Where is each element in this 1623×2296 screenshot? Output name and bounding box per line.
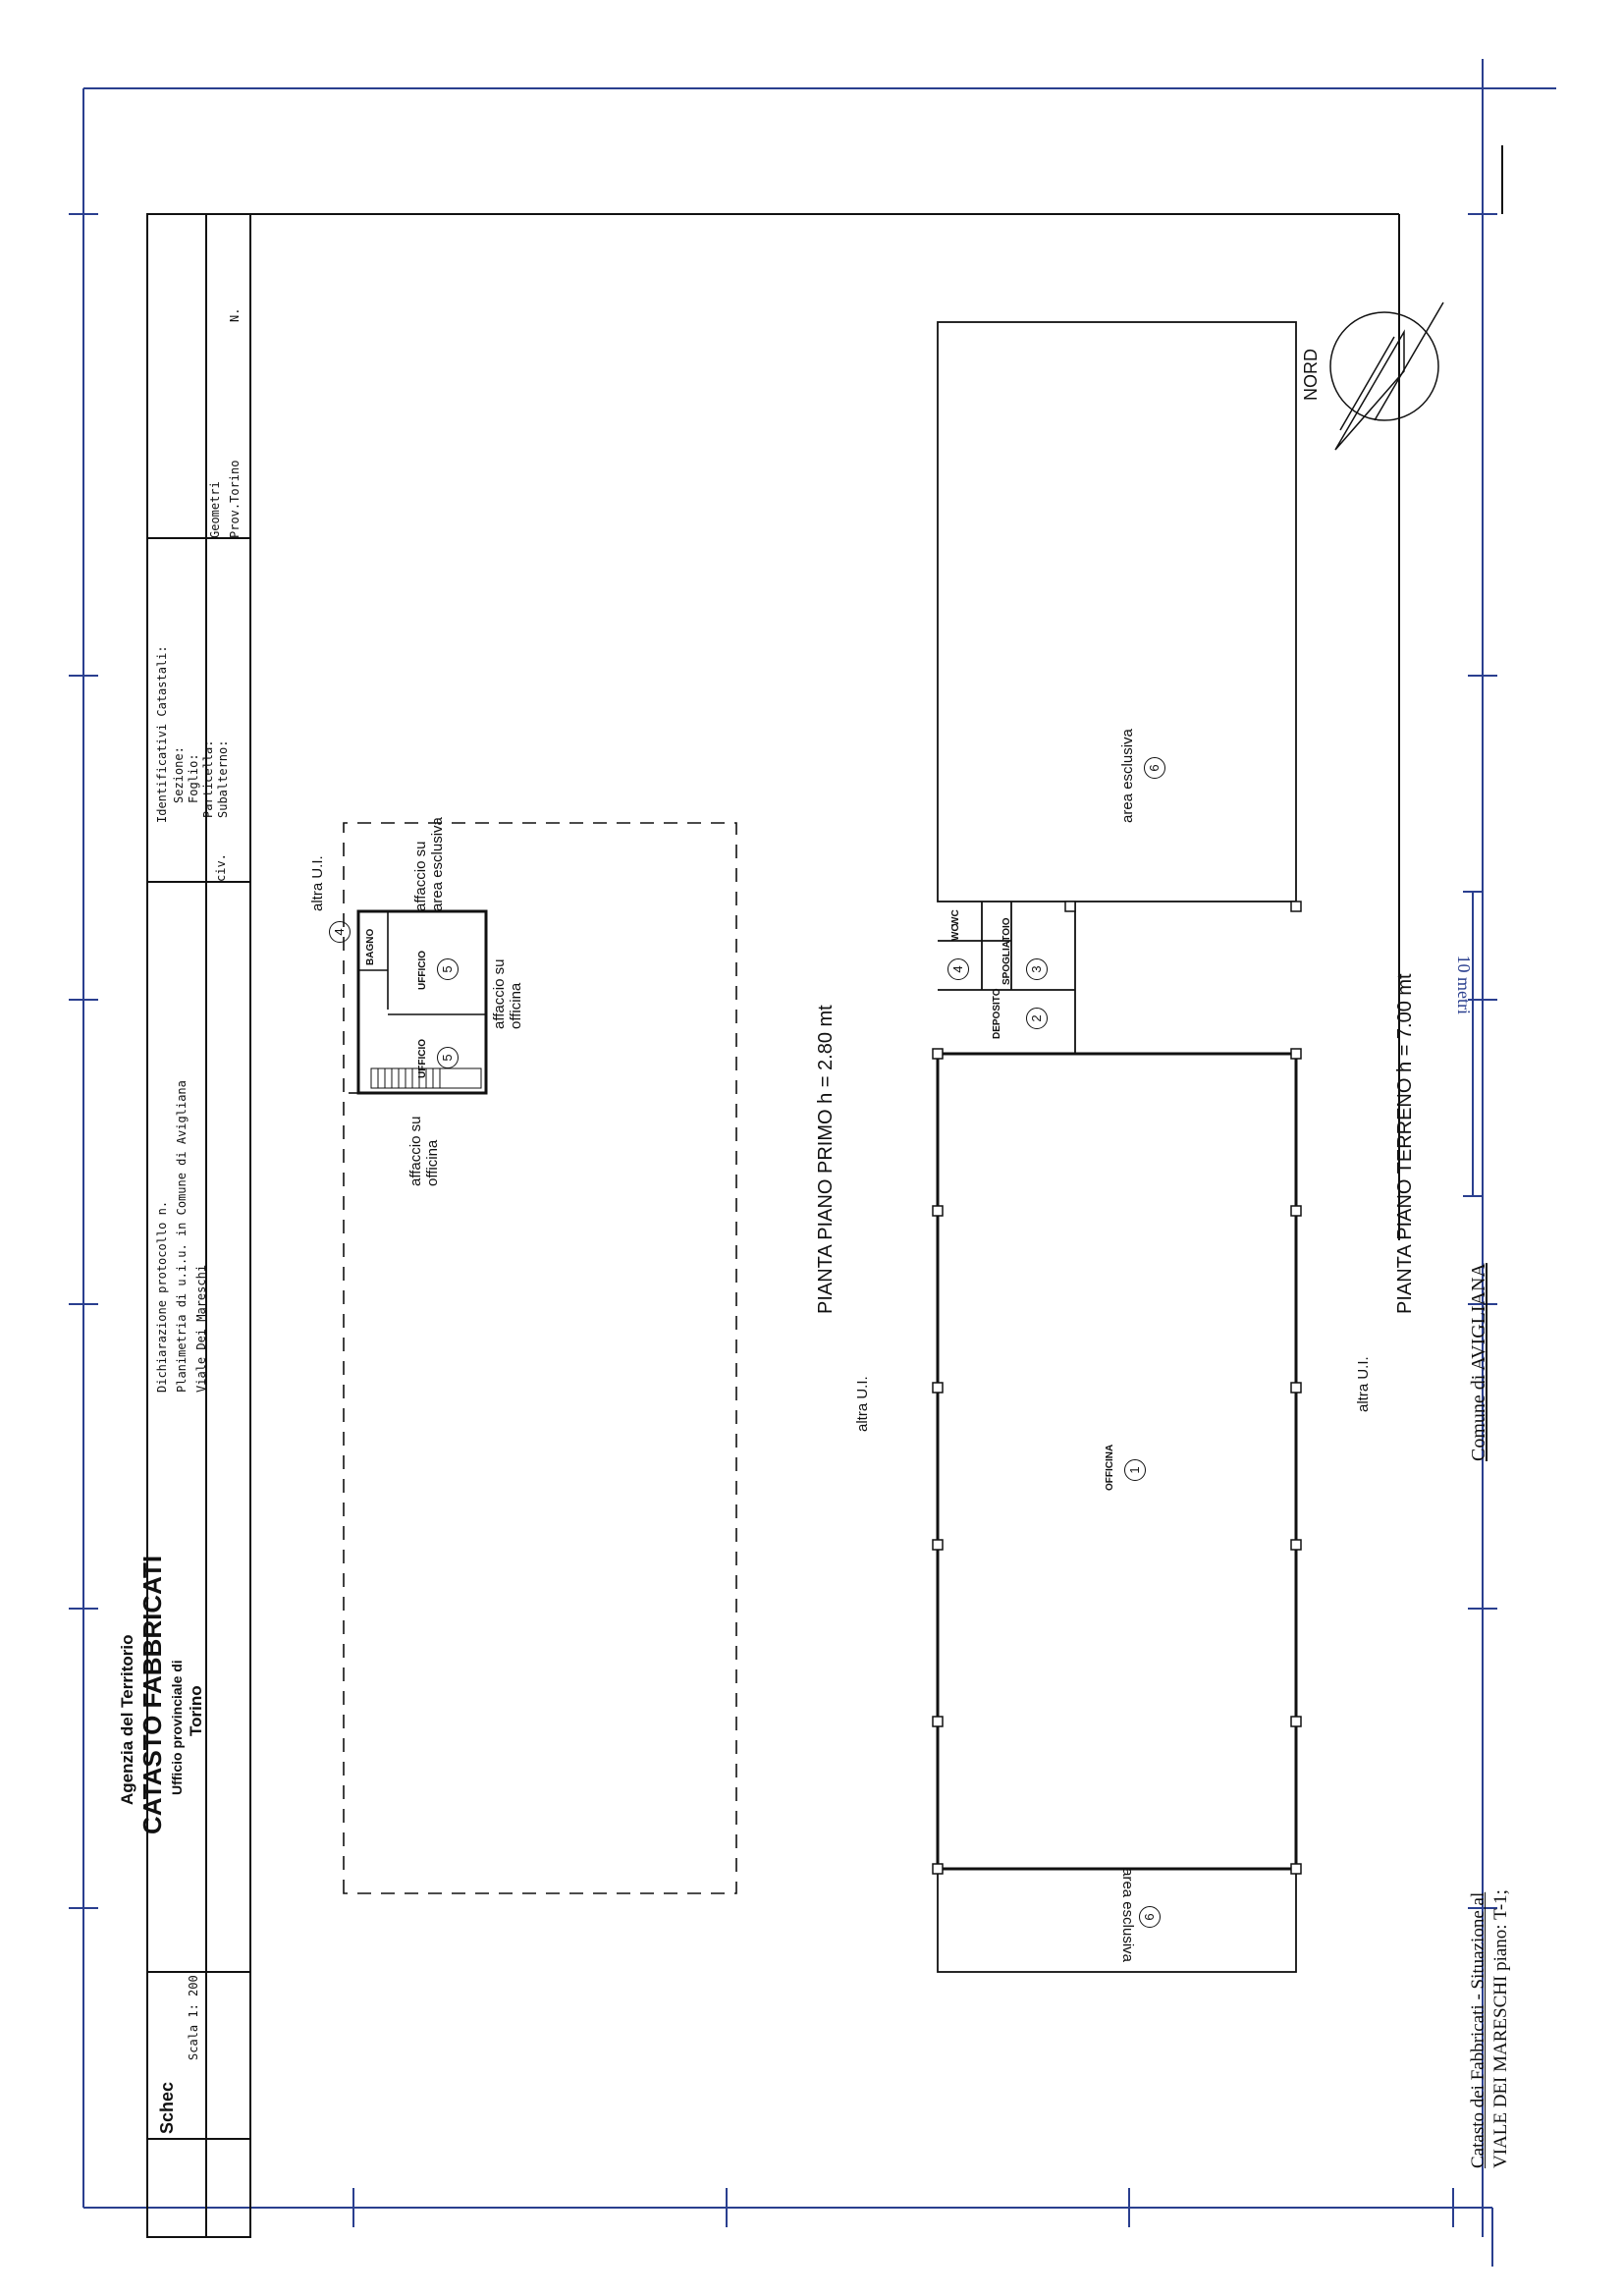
g-area-num-bottom: 6 bbox=[1139, 1906, 1161, 1928]
scale-bar-label: 10 metri bbox=[1454, 955, 1474, 1014]
f1-affaccio-officina-b: affaccio su officina bbox=[407, 1116, 441, 1186]
first-floor-outline bbox=[344, 823, 736, 1893]
declaration-line1: Dichiarazione protocollo n. bbox=[155, 1200, 169, 1393]
professional-province: Prov.Torino bbox=[228, 460, 242, 538]
f1-room-ufficio-b-num: 5 bbox=[437, 1047, 459, 1068]
id-foglio: Foglio: bbox=[187, 753, 200, 803]
ground-floor-outline bbox=[933, 322, 1301, 1972]
g-title: PIANTA PIANO TERRENO h = 7.00 mt bbox=[1394, 973, 1416, 1314]
scale-bar bbox=[1463, 892, 1483, 1196]
g-area-esclusiva: area esclusiva bbox=[1119, 729, 1136, 823]
footer-comune: Comune di AVIGLIANA bbox=[1468, 1263, 1489, 1461]
g-area-esclusiva-bottom: area esclusiva bbox=[1119, 1868, 1136, 1962]
g-wc-1: WC bbox=[950, 924, 961, 941]
catasto-title: CATASTO FABBRICATI bbox=[137, 1555, 167, 1834]
compass-label: NORD bbox=[1301, 349, 1321, 401]
scale-label: Scala 1: 200 bbox=[187, 1975, 200, 2060]
f1-room-ufficio-a-num: 5 bbox=[437, 958, 459, 980]
outer-frame bbox=[69, 59, 1556, 2267]
g-officina-num: 1 bbox=[1124, 1459, 1146, 1481]
g-wc-2: WC bbox=[950, 909, 961, 926]
id-sezione: Sezione: bbox=[172, 746, 186, 803]
f1-room-ufficio-a: UFFICIO bbox=[417, 951, 428, 990]
g-deposito-num: 2 bbox=[1026, 1008, 1048, 1029]
g-wc-num: 4 bbox=[947, 958, 969, 980]
declaration-line3: Viale Dei Mareschi bbox=[194, 1264, 208, 1393]
id-subalterno: Subalterno: bbox=[216, 739, 230, 818]
g-officina: OFFICINA bbox=[1105, 1444, 1115, 1491]
id-particella: Particella: bbox=[201, 739, 215, 818]
identifiers-title: Identificativi Catastali: bbox=[155, 645, 169, 823]
declaration-civ: civ. bbox=[214, 853, 228, 882]
office-label: Ufficio provinciale di bbox=[169, 1660, 185, 1795]
compass-rose bbox=[1330, 302, 1443, 450]
g-spogliatoio-num: 3 bbox=[1026, 958, 1048, 980]
professional-number: N. bbox=[228, 307, 242, 322]
f1-altra-ui: altra U.I. bbox=[309, 855, 326, 911]
f1-title: PIANTA PIANO PRIMO h = 2.80 mt bbox=[815, 1005, 837, 1314]
g-area-num: 6 bbox=[1144, 757, 1165, 779]
f1-room-ufficio-b: UFFICIO bbox=[417, 1039, 428, 1078]
declaration-line2: Planimetria di u.i.u. in Comune di Avigliana bbox=[175, 1080, 189, 1393]
f1-affaccio-officina-a: affaccio su officina bbox=[491, 958, 524, 1029]
g-spogliatoio: SPOGLIATOIO bbox=[1001, 917, 1012, 985]
g-other-unit: altra U.I. bbox=[1355, 1356, 1372, 1412]
agency-name: Agenzia del Territorio bbox=[118, 1634, 136, 1805]
footer-address: VIALE DEI MARESCHI piano: T-1; bbox=[1490, 1889, 1511, 2168]
scheda-label: Schec bbox=[157, 2081, 177, 2134]
professional-role: Geometri bbox=[208, 481, 222, 538]
f1-affaccio-area: affaccio su area esclusiva bbox=[412, 817, 446, 911]
f1-room-bagno: BAGNO bbox=[365, 928, 376, 965]
footer-situazione: Catasto dei Fabbricati - Situazione al bbox=[1468, 1891, 1488, 2168]
f1-other-unit: altra U.I. bbox=[854, 1376, 871, 1432]
office-city: Torino bbox=[187, 1685, 205, 1736]
f1-room-bagno-num: 4 bbox=[329, 921, 351, 943]
g-deposito: DEPOSITO bbox=[992, 988, 1002, 1039]
